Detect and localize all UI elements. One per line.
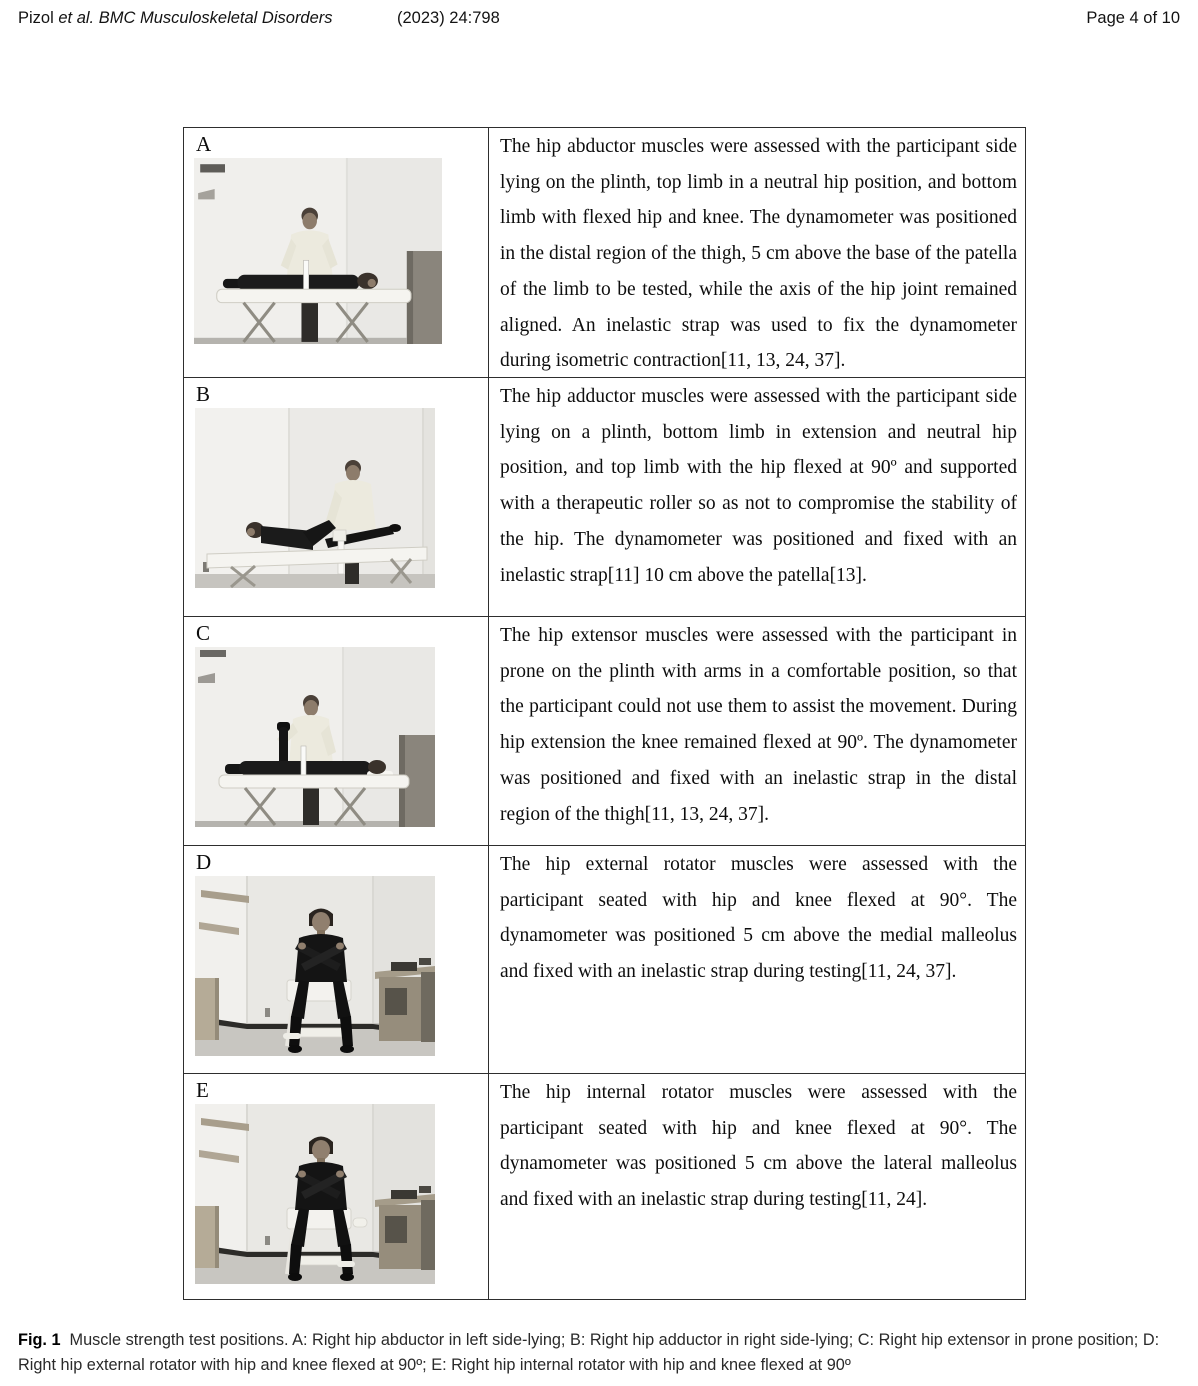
photo-hip-external-rotator-seated bbox=[194, 876, 436, 1056]
text-cell-b bbox=[488, 378, 1025, 616]
header-citation-authors bbox=[18, 9, 333, 28]
description-d: The hip external rotator muscles were assessed with the participant seated with hip and knee flexed at 90°. The dynamometer was positioned 5 cm above the medial malleolus and fixed with an inelastic strap during testing[11, 24, 37]. bbox=[500, 854, 1017, 983]
photo-hip-extensor-prone bbox=[194, 647, 436, 827]
text-cell-a bbox=[488, 128, 1025, 377]
figure-row-b bbox=[184, 378, 1025, 617]
header-page-number: Page 4 of 10 bbox=[1086, 9, 1180, 27]
page-header bbox=[0, 9, 1198, 35]
header-journal: et al. BMC Musculoskeletal Disorders bbox=[58, 9, 333, 27]
figure-row-e bbox=[184, 1074, 1025, 1299]
figure-row-a bbox=[184, 128, 1025, 378]
figure-row-c bbox=[184, 617, 1025, 846]
figure-table bbox=[183, 127, 1026, 1300]
figure-caption bbox=[18, 1328, 1180, 1378]
text-cell-c bbox=[488, 617, 1025, 845]
figure-caption-text: Muscle strength test positions. A: Right hip abductor in left side-lying; B: Right hip adductor in right side-lying; C: Right hip extensor in prone position; D: Right hip external rotator with hip and knee flexed at 90º; E: Right hip internal rotator with hip and knee flexed at 90º bbox=[18, 1331, 1160, 1374]
panel-label-c: C bbox=[196, 621, 211, 645]
panel-label-a: A bbox=[196, 132, 212, 156]
description-a: The hip abductor muscles were assessed with the participant side lying on the plinth, top limb in a neutral hip position, and bottom limb with flexed hip and knee. The dynamometer was positioned in the distal region of the thigh, 5 cm above the base of the patella of the limb to be tested, while the axis of the hip joint remained aligned. An inelastic strap was used to fix the dynamometer during isometric contraction[11, 13, 24, 37]. bbox=[500, 136, 1017, 372]
photo-cell-c bbox=[184, 617, 488, 845]
header-author: Pizol bbox=[18, 9, 54, 27]
photo-hip-adductor-side-lying bbox=[194, 408, 436, 588]
photo-cell-b bbox=[184, 378, 488, 616]
description-c: The hip extensor muscles were assessed with the participant in prone on the plinth with arms in a comfortable position, so that the participant could not use them to assist the movement. During hip extension the knee remained flexed at 90º. The dynamometer was positioned and fixed with an inelastic strap in the distal region of the thigh[11, 13, 24, 37]. bbox=[500, 625, 1017, 825]
panel-label-b: B bbox=[196, 382, 211, 406]
photo-cell-a bbox=[184, 128, 488, 377]
description-b: The hip adductor muscles were assessed with the participant side lying on a plinth, bottom limb in extension and neutral hip position, and top limb with the hip flexed at 90º and supported with a therapeutic roller so as not to compromise the stability of the hip. The dynamometer was positioned and fixed with an inelastic strap[11] 10 cm above the patella[13]. bbox=[500, 386, 1017, 586]
photo-hip-internal-rotator-seated bbox=[194, 1104, 436, 1284]
text-cell-e bbox=[488, 1074, 1025, 1299]
figure-row-d bbox=[184, 846, 1025, 1074]
header-volume: (2023) 24:798 bbox=[397, 9, 500, 27]
panel-label-e: E bbox=[196, 1078, 209, 1102]
text-cell-d bbox=[488, 846, 1025, 1073]
description-e: The hip internal rotator muscles were assessed with the participant seated with hip and knee flexed at 90°. The dynamometer was positioned 5 cm above the lateral malleolus and fixed with an inelastic strap during testing[11, 24]. bbox=[500, 1082, 1017, 1211]
photo-cell-e bbox=[184, 1074, 488, 1299]
photo-hip-abductor-side-lying bbox=[194, 158, 442, 344]
figure-caption-label: Fig. 1 bbox=[18, 1331, 61, 1349]
photo-cell-d bbox=[184, 846, 488, 1073]
panel-label-d: D bbox=[196, 850, 212, 874]
